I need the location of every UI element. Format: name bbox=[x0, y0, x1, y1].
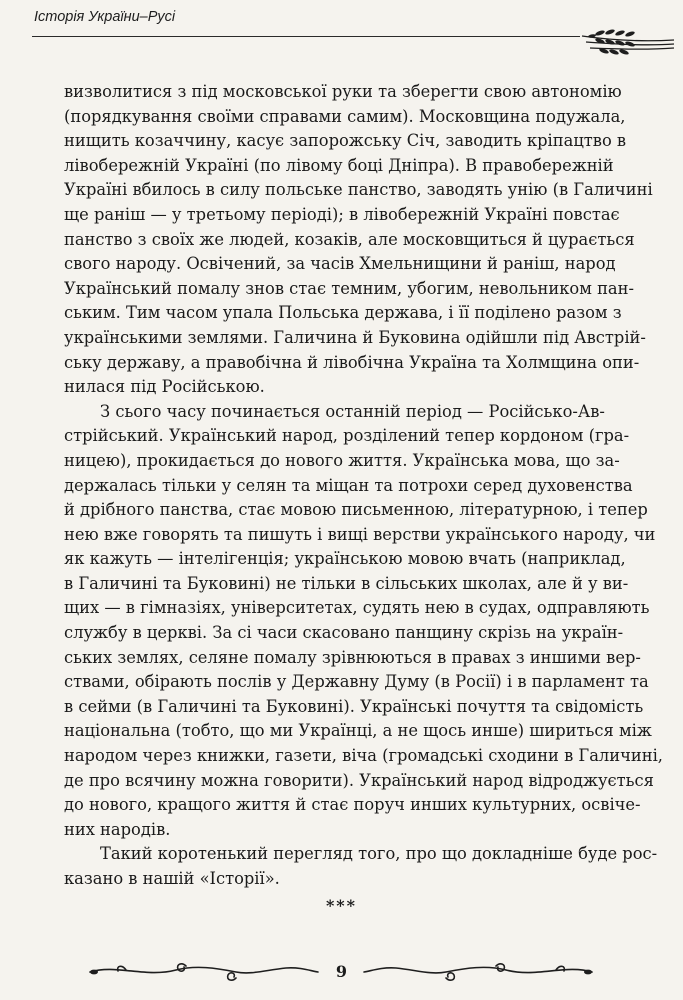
paragraph bbox=[64, 842, 658, 891]
body-text bbox=[64, 80, 663, 892]
text-line: свого народу. Освічений, за часів Хмельнищини й раніш, народ bbox=[64, 254, 616, 274]
text-line: нею вже говорять та пишуть і вищі верстви українського народу, чи bbox=[64, 524, 656, 544]
text-line: щих — в гімназіях, університетах, судять нею в судах, одправляють bbox=[64, 598, 650, 618]
paragraph bbox=[64, 80, 653, 400]
text-line: ще раніш — у третьому періоді); в лівобережній Україні повстає bbox=[64, 204, 620, 224]
text-line: українськими землями. Галичина й Буковина одійшли під Австрій- bbox=[64, 327, 646, 347]
text-line: національна (тобто, що ми Українці, а не щось инше) шириться між bbox=[64, 721, 652, 741]
text-line: казано в нашій «Історії». bbox=[64, 869, 280, 888]
paragraph bbox=[64, 400, 663, 843]
text-line: ських землях, селяне помалу зрівнюються в правах з иншими вер- bbox=[64, 647, 641, 667]
text-line: нилася під Російською. bbox=[64, 377, 265, 397]
text-line: держалась тільки у селян та міщан та потрохи серед духовенства bbox=[64, 475, 633, 495]
text-line: лівобережній Україні (по лівому боці Дніпра). В правобережній bbox=[64, 155, 614, 175]
text-line: визволитися з під московської руки та зберегти свою автономію bbox=[64, 82, 622, 101]
text-line: в сейми (в Галичині та Буковині). Українські почуття та свідомість bbox=[64, 696, 644, 716]
running-header-title: Історія України–Русі bbox=[34, 9, 176, 25]
text-line: них народів. bbox=[64, 819, 171, 839]
text-line: де про всячину можна говорити). Український народ відроджується bbox=[64, 770, 654, 790]
text-line: панство з своїх же людей, козаків, але московщиться й цурається bbox=[64, 229, 635, 249]
text-line: нищить козаччину, касує запорожську Січ, заводить кріпацтво в bbox=[64, 131, 627, 151]
text-line: й дрібного панства, стає мовою письменною, літературною, і тепер bbox=[64, 500, 648, 520]
text-line: стрійський. Український народ, розділений тепер кордоном (гра- bbox=[64, 426, 630, 446]
text-line: Такий коротенький перегляд того, про що докладніше буде рос- bbox=[100, 844, 658, 864]
text-line: службу в церкві. За сі часи скасовано панщину скрізь на україн- bbox=[64, 623, 624, 643]
text-line: ствами, обірають послів у Державну Думу (в Росії) і в парламент та bbox=[64, 672, 649, 692]
text-line: в Галичині та Буковині) не тільки в сільських школах, але й у ви- bbox=[64, 573, 629, 593]
text-line: (порядкування своїми справами самим). Московщина подужала, bbox=[64, 106, 626, 126]
wheat-ears-icon bbox=[580, 20, 676, 62]
text-line: народом через книжки, газети, віча (громадські сходини в Галичині, bbox=[64, 746, 663, 766]
text-line: як кажуть — інтелігенція; українською мовою вчать (наприклад, bbox=[64, 549, 626, 569]
section-separator: *** bbox=[325, 896, 358, 915]
text-line: Український помалу знов стає темним, убогим, невольником пан- bbox=[64, 278, 634, 298]
text-line: до нового, кращого життя й стає поруч инших культурних, освіче- bbox=[64, 795, 641, 815]
text-line: ницею), прокидається до нового життя. Українська мова, що за- bbox=[64, 450, 620, 470]
header-rule bbox=[32, 36, 580, 37]
text-line: ську державу, а правобічна й лівобічна Україна та Холмщина опи- bbox=[64, 352, 640, 372]
page-number: 9 bbox=[335, 962, 348, 981]
text-line: З сього часу починається останній період — Російсько-Ав- bbox=[100, 401, 605, 421]
text-line: Україні вбилось в силу польське панство, заводять унію (в Галичині bbox=[64, 180, 653, 200]
text-line: ським. Тим часом упала Польська держава, і її поділено разом з bbox=[64, 303, 622, 323]
